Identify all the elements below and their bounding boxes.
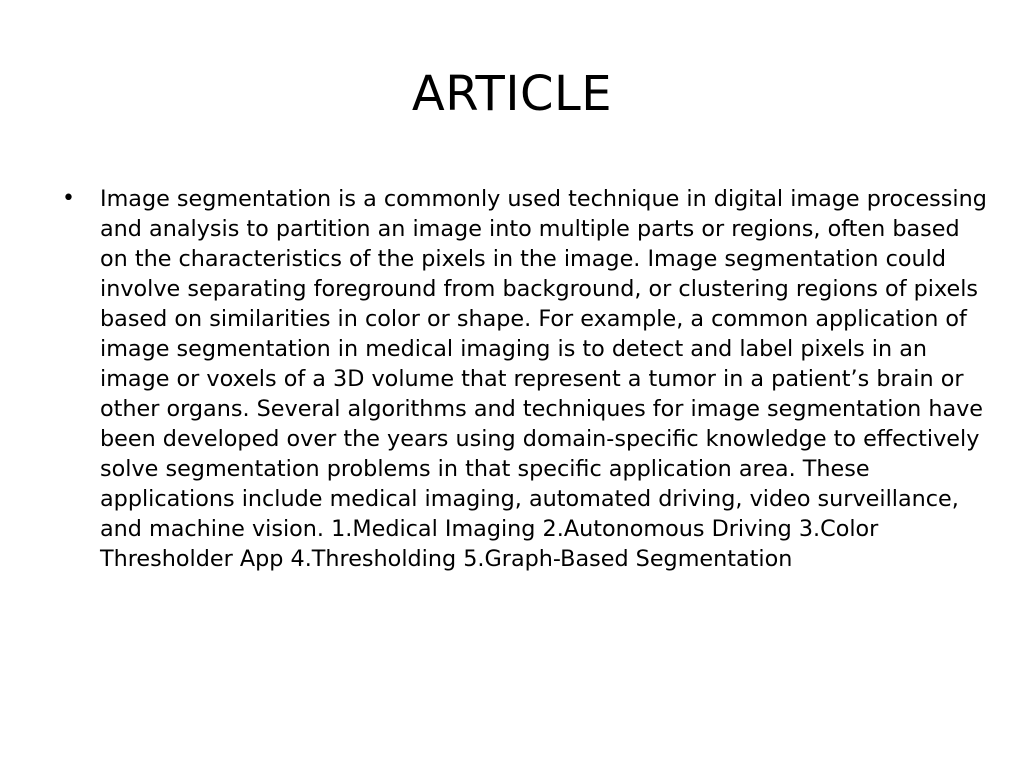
bullet-marker: • <box>62 186 75 211</box>
bullet-item <box>48 184 988 574</box>
slide-title: ARTICLE <box>411 66 613 122</box>
bullet-list <box>48 184 988 654</box>
bullet-text: Image segmentation is a commonly used technique in digital image processing and analysis to partition an image into multiple parts or regions, often based on the characteristics of the pixels in the image. Image segmentation could involve separating foreground from background, or clustering regions of pixels based on similarities in color or shape. For example, a common application of image segmentation in medical imaging is to detect and label pixels in an image or voxels of a 3D volume that represent a tumor in a patient’s brain or other organs. Several algorithms and techniques for image segmentation have been developed over the years using domain-specific knowledge to effectively solve segmentation problems in that specific application area. These applications include medical imaging, automated driving, video surveillance, and machine vision. 1.Medical Imaging 2.Autonomous Driving 3.Color Thresholder App 4.Thresholding 5.Graph-Based Segmentation <box>100 186 987 572</box>
